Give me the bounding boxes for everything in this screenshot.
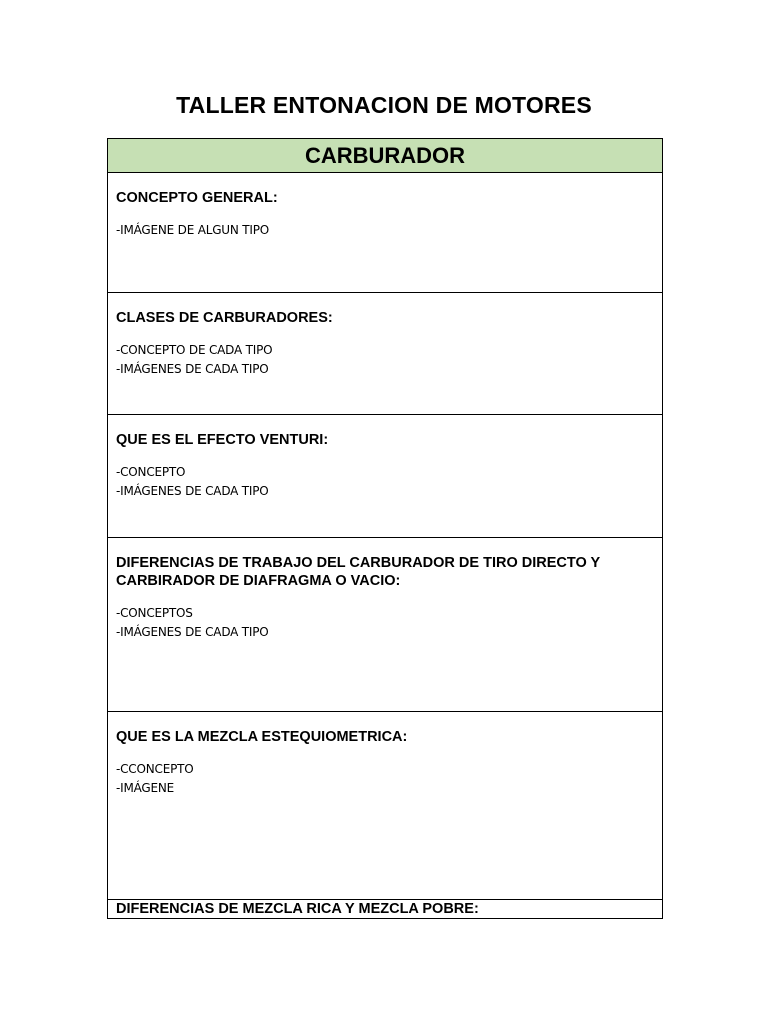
section-items xyxy=(116,221,654,240)
worksheet-table xyxy=(107,138,663,919)
section-diferencias-trabajo xyxy=(108,538,662,712)
list-item: -IMÁGENES DE CADA TIPO xyxy=(116,625,269,639)
section-title-line-1: DIFERENCIAS DE TRABAJO DEL CARBURADOR DE TIRO DIRECTO Y xyxy=(116,555,601,571)
list-item: -CCONCEPTO xyxy=(116,762,194,776)
list-item: -IMÁGENE xyxy=(116,781,175,795)
list-item: -IMÁGENES DE CADA TIPO xyxy=(116,362,269,376)
section-title: CLASES DE CARBURADORES: xyxy=(116,310,333,326)
section-clases-carburadores xyxy=(108,293,662,415)
list-item: -IMÁGENE DE ALGUN TIPO xyxy=(116,223,270,237)
section-title xyxy=(116,538,654,590)
section-mezcla-rica-pobre xyxy=(108,900,662,919)
table-header-carburador: CARBURADOR xyxy=(108,139,662,173)
section-items xyxy=(116,463,654,501)
section-title: DIFERENCIAS DE MEZCLA RICA Y MEZCLA POBRE: xyxy=(116,901,479,917)
list-item: -IMÁGENES DE CADA TIPO xyxy=(116,484,269,498)
section-mezcla-estequiometrica xyxy=(108,712,662,900)
document-title: TALLER ENTONACION DE MOTORES xyxy=(176,92,592,118)
section-title: QUE ES LA MEZCLA ESTEQUIOMETRICA: xyxy=(116,729,408,745)
section-items xyxy=(116,760,654,798)
list-item: -CONCEPTO xyxy=(116,465,186,479)
section-items xyxy=(116,341,654,379)
section-concepto-general xyxy=(108,173,662,293)
list-item: -CONCEPTO DE CADA TIPO xyxy=(116,343,273,357)
section-title: QUE ES EL EFECTO VENTURI: xyxy=(116,432,329,448)
section-efecto-venturi xyxy=(108,415,662,538)
section-title-line-2: CARBIRADOR DE DIAFRAGMA O VACIO: xyxy=(116,573,401,589)
list-item: -CONCEPTOS xyxy=(116,606,193,620)
section-title: CONCEPTO GENERAL: xyxy=(116,190,278,206)
section-items xyxy=(116,604,654,642)
